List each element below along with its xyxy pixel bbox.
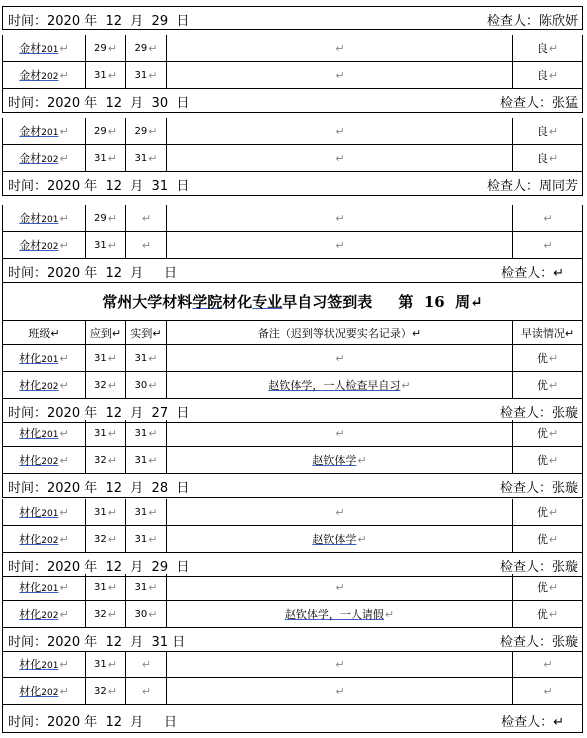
rate-cell: 优 ↵ xyxy=(536,453,559,467)
rate-cell: 优 ↵ xyxy=(536,505,559,519)
actual-cell: 31 ↵ xyxy=(126,62,167,88)
header-rate: 早读情况↵ xyxy=(520,326,575,340)
date-row xyxy=(2,259,583,283)
due-cell: 32 ↵ xyxy=(86,526,126,552)
rate-cell: 优 ↵ xyxy=(536,580,559,594)
due-cell: 29 ↵ xyxy=(86,118,126,144)
rate-cell: 良 ↵ xyxy=(536,124,559,138)
page-title: 常州大学材料学院材化专业早自习签到表 第 16 周↵ xyxy=(102,293,483,311)
class-cell: 材化202 ↵ xyxy=(3,372,86,398)
date-row xyxy=(2,6,583,30)
actual-cell: ↵ xyxy=(126,651,167,677)
due-cell: 31 ↵ xyxy=(86,651,126,677)
checker-label: 检查人：周同芳 xyxy=(486,179,578,194)
actual-cell: ↵ xyxy=(126,232,167,258)
note-cell: ↵ xyxy=(167,145,513,171)
table-row xyxy=(2,205,583,232)
date-label: 时间：2020 年 12 月 29 日 xyxy=(8,14,190,29)
actual-cell: 31 ↵ xyxy=(126,420,167,446)
actual-cell: 29 ↵ xyxy=(126,118,167,144)
table-row xyxy=(2,420,583,447)
class-cell: 材化202 ↵ xyxy=(3,601,86,627)
class-cell: 金材202 ↵ xyxy=(3,232,86,258)
table-row xyxy=(2,372,583,399)
rate-cell: 优 ↵ xyxy=(536,426,559,440)
date-label: 时间：2020 年 12 月 日 xyxy=(8,266,177,281)
due-cell: 31 ↵ xyxy=(86,145,126,171)
table-row xyxy=(2,62,583,89)
checker-label: 检查人：张璇 xyxy=(499,635,578,650)
rate-cell: 良 ↵ xyxy=(536,151,559,165)
actual-cell: 29 ↵ xyxy=(126,35,167,61)
date-label: 时间：2020 年 12 月 30 日 xyxy=(8,96,190,111)
rate-cell: 优 ↵ xyxy=(536,351,559,365)
date-label: 时间：2020 年 12 月 29 日 xyxy=(8,560,190,575)
rate-cell: 优 ↵ xyxy=(536,607,559,621)
due-cell: 31 ↵ xyxy=(86,345,126,371)
date-label: 时间：2020 年 12 月 28 日 xyxy=(8,481,190,496)
note-cell: ↵ xyxy=(167,499,513,525)
table-row xyxy=(2,345,583,372)
date-label: 时间：2020 年 12 月 日 xyxy=(8,715,177,730)
actual-cell: 30 ↵ xyxy=(126,372,167,398)
class-cell: 金材201 ↵ xyxy=(3,35,86,61)
rate-cell: ↵ xyxy=(543,211,553,225)
header-note: 备注（迟到等状况要实名记录）↵ xyxy=(167,321,513,344)
due-cell: 29 ↵ xyxy=(86,35,126,61)
table-row xyxy=(2,601,583,628)
class-cell: 材化202 ↵ xyxy=(3,447,86,473)
rate-cell: 良 ↵ xyxy=(536,41,559,55)
class-cell: 材化201 ↵ xyxy=(3,574,86,600)
rate-cell: 优 ↵ xyxy=(536,532,559,546)
due-cell: 32 ↵ xyxy=(86,601,126,627)
header-actual: 实到↵ xyxy=(126,321,167,344)
note-cell: ↵ xyxy=(167,345,513,371)
checker-label: 检查人：陈欣妍 xyxy=(486,14,578,29)
table-row xyxy=(2,574,583,601)
due-cell: 32 ↵ xyxy=(86,678,126,704)
date-row xyxy=(2,89,583,113)
class-cell: 金材202 ↵ xyxy=(3,145,86,171)
class-cell: 金材201 ↵ xyxy=(3,118,86,144)
date-row xyxy=(2,172,583,196)
note-cell: ↵ xyxy=(167,574,513,600)
class-cell: 金材201 ↵ xyxy=(3,205,86,231)
table-row xyxy=(2,651,583,678)
due-cell: 29 ↵ xyxy=(86,205,126,231)
actual-cell: 31 ↵ xyxy=(126,345,167,371)
actual-cell: 31 ↵ xyxy=(126,145,167,171)
header-class: 班级↵ xyxy=(3,321,86,344)
table-row xyxy=(2,145,583,172)
table-row xyxy=(2,526,583,553)
class-cell: 材化202 ↵ xyxy=(3,678,86,704)
note-cell: ↵ xyxy=(167,118,513,144)
date-label: 时间：2020 年 12 月 27 日 xyxy=(8,406,190,421)
table-row xyxy=(2,447,583,474)
due-cell: 31 ↵ xyxy=(86,499,126,525)
checker-label: 检查人：↵ xyxy=(501,266,564,281)
date-label: 时间：2020 年 12 月 31 日 xyxy=(8,635,186,650)
due-cell: 31 ↵ xyxy=(86,62,126,88)
note-cell: 赵钦体学，一人请假 ↵ xyxy=(167,601,513,627)
date-row xyxy=(2,474,583,498)
table-row xyxy=(2,232,583,259)
actual-cell: 31 ↵ xyxy=(126,574,167,600)
class-cell: 材化201 ↵ xyxy=(3,499,86,525)
header-due: 应到↵ xyxy=(86,321,126,344)
checker-label: 检查人：张璇 xyxy=(499,406,578,421)
note-cell: 赵钦体学，一人检查早自习 ↵ xyxy=(167,372,513,398)
note-cell: ↵ xyxy=(167,232,513,258)
actual-cell: 31 ↵ xyxy=(126,499,167,525)
class-cell: 材化201 ↵ xyxy=(3,420,86,446)
actual-cell: 31 ↵ xyxy=(126,447,167,473)
actual-cell: 31 ↵ xyxy=(126,526,167,552)
note-cell: ↵ xyxy=(167,205,513,231)
table-row xyxy=(2,35,583,62)
table-row xyxy=(2,678,583,705)
sheet-title-row xyxy=(2,283,583,321)
date-row xyxy=(2,705,583,733)
class-cell: 材化201 ↵ xyxy=(3,345,86,371)
class-cell: 金材202 ↵ xyxy=(3,62,86,88)
date-row xyxy=(2,628,583,652)
checker-label: 检查人：张璇 xyxy=(499,560,578,575)
note-cell: ↵ xyxy=(167,62,513,88)
note-cell: ↵ xyxy=(167,35,513,61)
actual-cell: ↵ xyxy=(126,205,167,231)
rate-cell: 良 ↵ xyxy=(536,68,559,82)
rate-cell: ↵ xyxy=(543,238,553,252)
due-cell: 31 ↵ xyxy=(86,420,126,446)
class-cell: 材化201 ↵ xyxy=(3,651,86,677)
note-cell: 赵钦体学 ↵ xyxy=(167,526,513,552)
due-cell: 32 ↵ xyxy=(86,372,126,398)
class-cell: 材化202 ↵ xyxy=(3,526,86,552)
actual-cell: ↵ xyxy=(126,678,167,704)
checker-label: 检查人：张璇 xyxy=(499,481,578,496)
note-cell: ↵ xyxy=(167,420,513,446)
checker-label: 检查人：张猛 xyxy=(499,96,578,111)
due-cell: 32 ↵ xyxy=(86,447,126,473)
checker-label: 检查人：↵ xyxy=(501,715,564,730)
table-row xyxy=(2,118,583,145)
table-row xyxy=(2,499,583,526)
date-label: 时间：2020 年 12 月 31 日 xyxy=(8,179,190,194)
rate-cell: 优 ↵ xyxy=(536,378,559,392)
rate-cell: ↵ xyxy=(543,684,553,698)
note-cell: ↵ xyxy=(167,651,513,677)
table-header xyxy=(2,321,583,345)
due-cell: 31 ↵ xyxy=(86,574,126,600)
note-cell: ↵ xyxy=(167,678,513,704)
due-cell: 31 ↵ xyxy=(86,232,126,258)
rate-cell: ↵ xyxy=(543,657,553,671)
actual-cell: 30 ↵ xyxy=(126,601,167,627)
note-cell: 赵钦体学 ↵ xyxy=(167,447,513,473)
